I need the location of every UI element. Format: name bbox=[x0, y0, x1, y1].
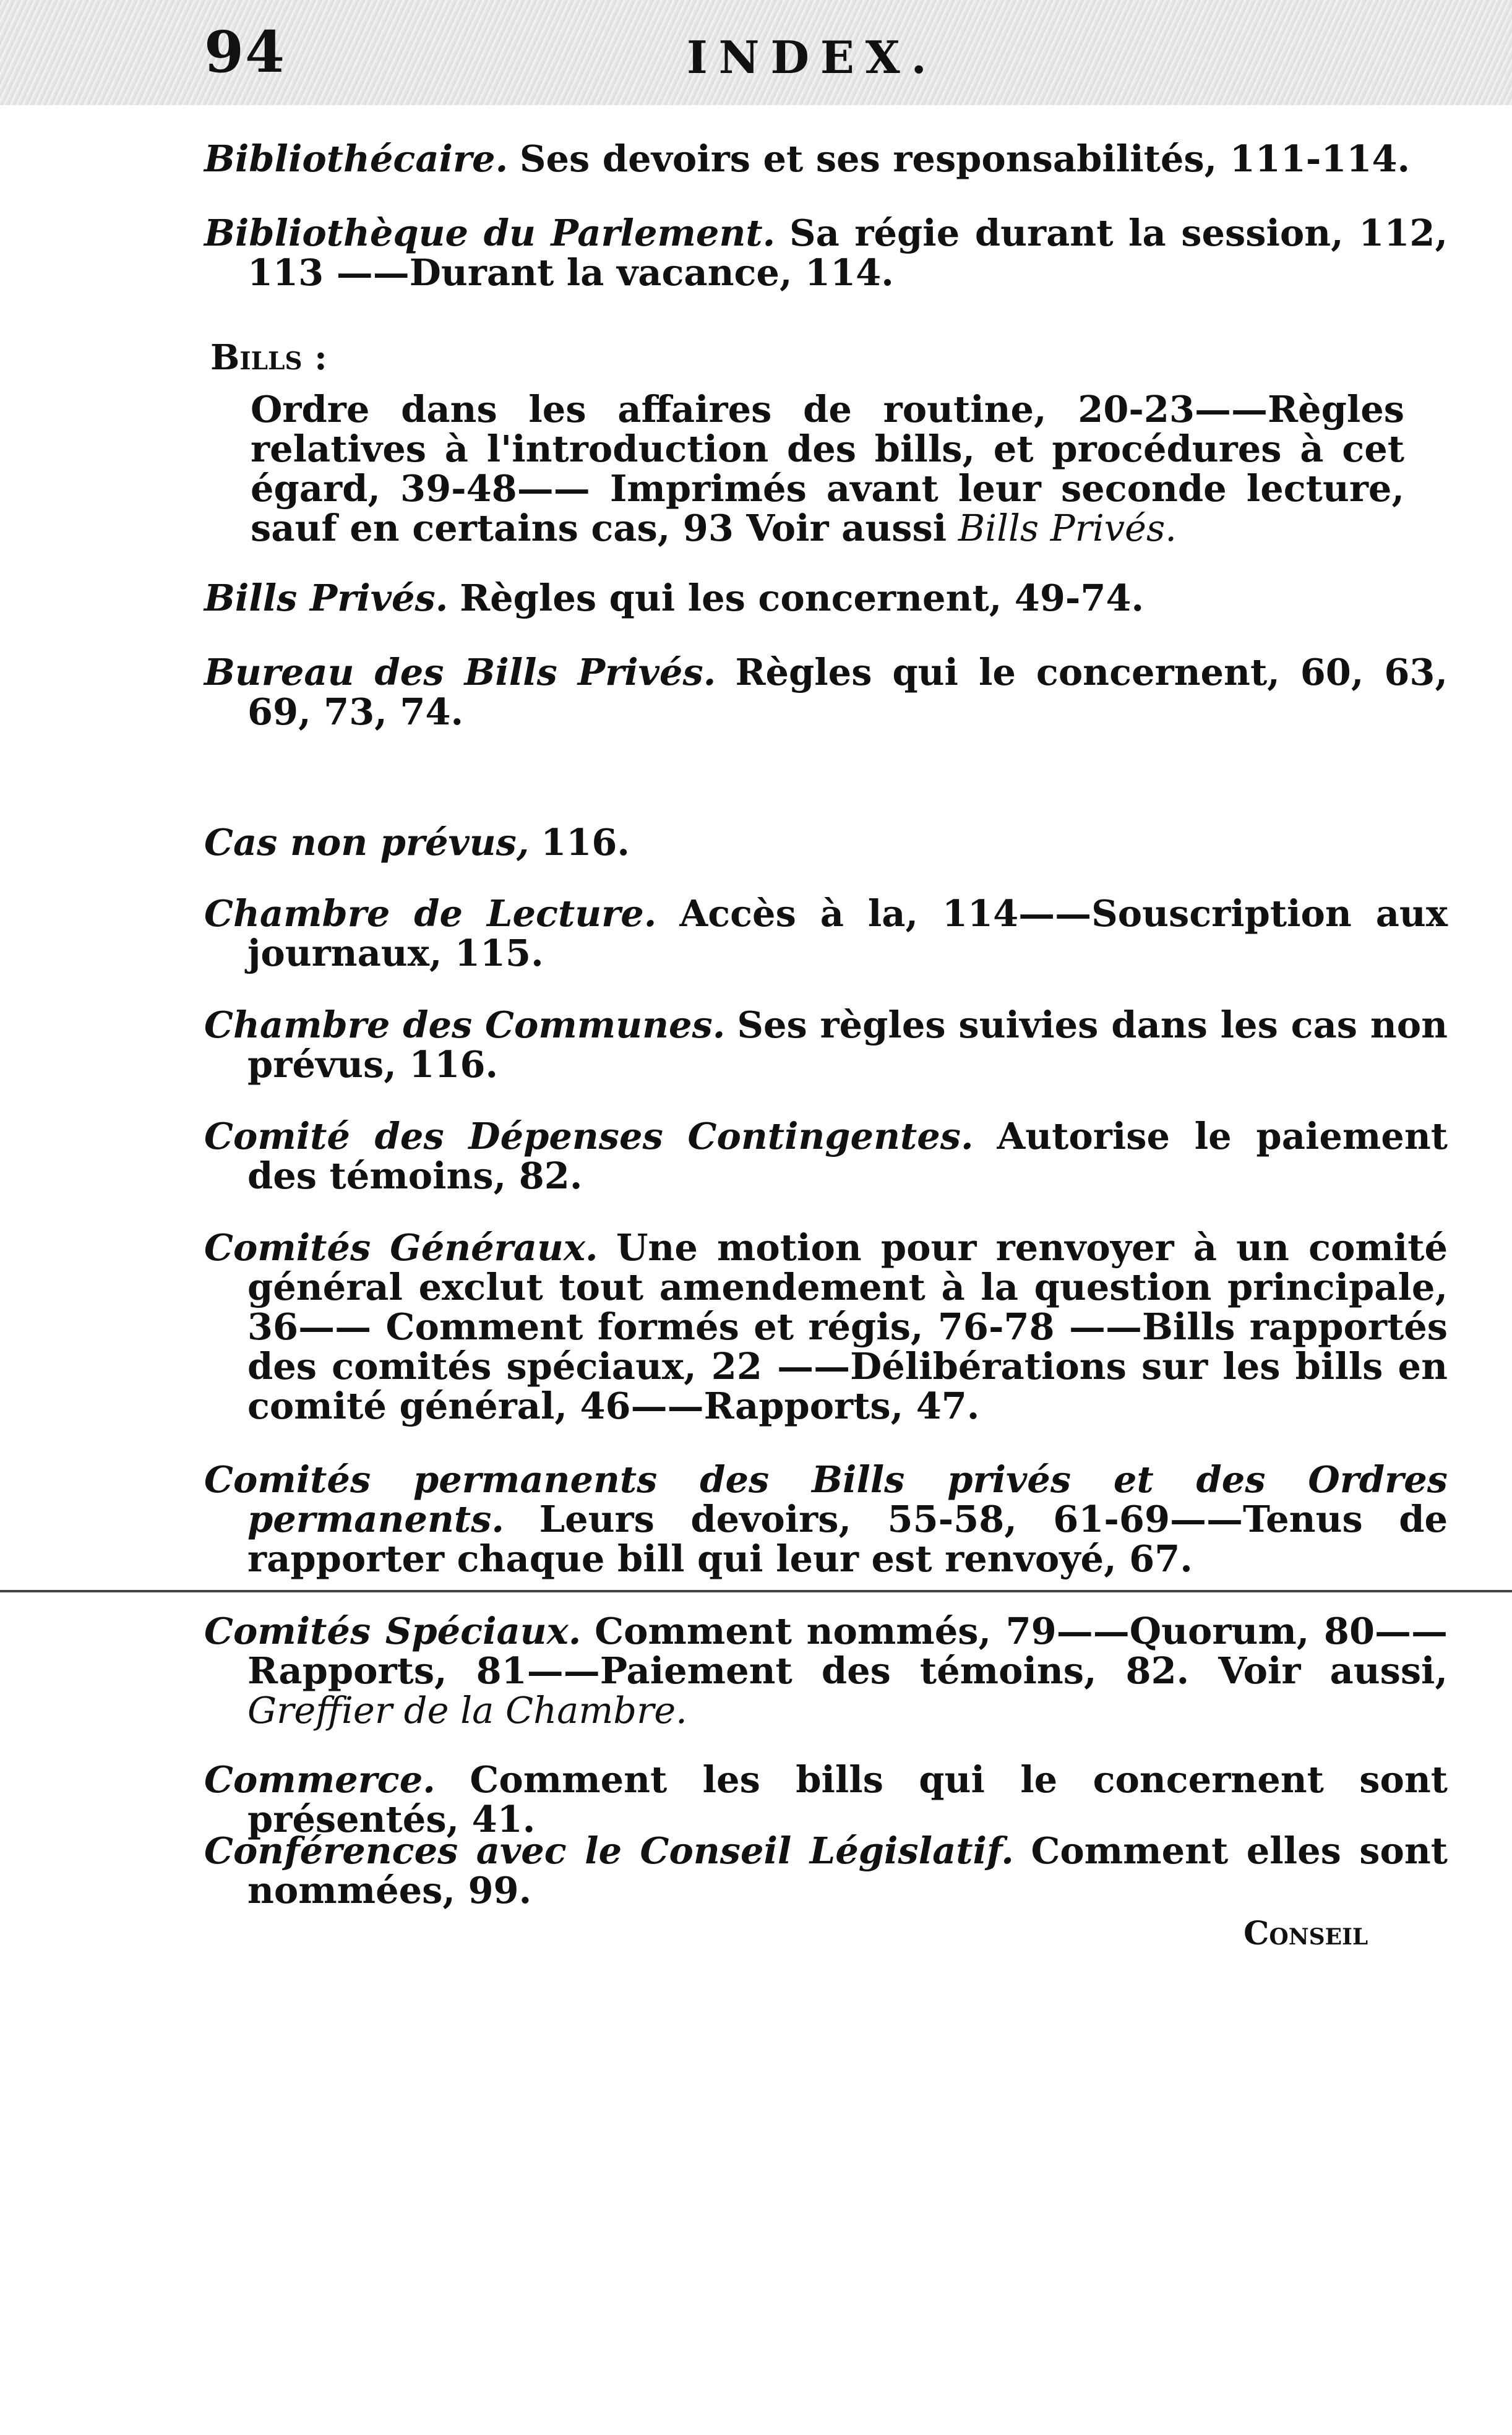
entry-head: Cas non prévus, bbox=[204, 821, 530, 864]
entry-see-also: Bills Privés. bbox=[958, 507, 1177, 549]
entry-head: Comités permanents des Bills privés et des Ordres permanents. bbox=[204, 1458, 1448, 1540]
entry-text: Comment les bills qui le concernent sont présentés, 41. bbox=[247, 1758, 1448, 1840]
entry-text: 116. bbox=[541, 821, 630, 864]
entry-text: Accès à la, 114——Souscription aux journaux, 115. bbox=[247, 892, 1448, 974]
entry-text: Une motion pour renvoyer à un comité général exclut tout amendement à la question principale, 36—— Comment formés et régis, 76-78 ——Bills rapportés des comités spéciaux, 22 ——Délibérations sur les bills en comité général, 46——Rapports, 47. bbox=[247, 1226, 1448, 1427]
entry-text: Règles qui le concernent, 60, 63, 69, 73, 74. bbox=[247, 651, 1448, 733]
entry-text: Sa régie durant la session, 112, 113 ——Durant la vacance, 114. bbox=[247, 212, 1448, 294]
entry-head: Comité des Dépenses Contingentes. bbox=[204, 1115, 974, 1157]
entry-text: Comment nommés, 79——Quorum, 80—— Rapports, 81——Paiement des témoins, 82. Voir aussi, bbox=[247, 1610, 1448, 1692]
entry-bibliotheque bbox=[204, 213, 1448, 293]
entry-head: Comités Spéciaux. bbox=[204, 1610, 582, 1652]
entry-text: Ses règles suivies dans les cas non prévus, 116. bbox=[247, 1003, 1448, 1086]
entry-head: Chambre des Communes. bbox=[204, 1003, 726, 1046]
entry-bills bbox=[251, 390, 1404, 548]
entry-cas-non-prevus bbox=[204, 823, 1448, 862]
entry-head: Commerce. bbox=[204, 1758, 436, 1801]
entry-see-also: Greffier de la Chambre. bbox=[247, 1689, 687, 1732]
entry-bibliothecaire bbox=[204, 139, 1448, 179]
entry-comites-permanents bbox=[204, 1460, 1448, 1579]
entry-text: Comment elles sont nommées, 99. bbox=[247, 1829, 1448, 1912]
entry-text: Ses devoirs et ses responsabilités, 111-114. bbox=[519, 137, 1411, 180]
page-number: 94 bbox=[204, 19, 286, 85]
entry-chambre-communes bbox=[204, 1005, 1448, 1084]
entry-commerce bbox=[204, 1760, 1448, 1839]
entry-head: Comités Généraux. bbox=[204, 1226, 598, 1269]
entry-head: Bills Privés. bbox=[204, 577, 449, 619]
entry-head: Bureau des Bills Privés. bbox=[204, 651, 716, 694]
horizontal-rule bbox=[0, 1590, 1512, 1592]
entry-head: Bibliothécaire. bbox=[204, 137, 509, 180]
entry-text: Ordre dans les affaires de routine, 20-23——Règles relatives à l'introduction des bills, et procédures à cet égard, 39-48—— Imprimés avant leur seconde lecture, sauf en certains cas, 93 Voir aussi bbox=[251, 388, 1404, 549]
entry-chambre-lecture bbox=[204, 894, 1448, 973]
entry-conferences bbox=[204, 1831, 1448, 1910]
entry-text: Leurs devoirs, 55-58, 61-69——Tenus de rapporter chaque bill qui leur est renvoyé, 67. bbox=[247, 1498, 1448, 1580]
entry-head: Chambre de Lecture. bbox=[204, 892, 657, 935]
entry-bills-prives bbox=[204, 578, 1448, 618]
entry-bureau bbox=[204, 653, 1448, 732]
entry-head: Conférences avec le Conseil Législatif. bbox=[204, 1829, 1014, 1872]
entry-comites-generaux bbox=[204, 1228, 1448, 1426]
entry-text: Règles qui les concernent, 49-74. bbox=[460, 577, 1145, 619]
entry-head: Bibliothèque du Parlement. bbox=[204, 212, 776, 254]
entry-comite-depenses bbox=[204, 1117, 1448, 1196]
running-head: INDEX. bbox=[687, 31, 938, 84]
entry-text: Autorise le paiement des témoins, 82. bbox=[247, 1115, 1448, 1197]
catchword: Conseil bbox=[1244, 1915, 1368, 1952]
section-heading-bills: Bills : bbox=[210, 337, 327, 378]
entry-comites-speciaux bbox=[204, 1612, 1448, 1730]
